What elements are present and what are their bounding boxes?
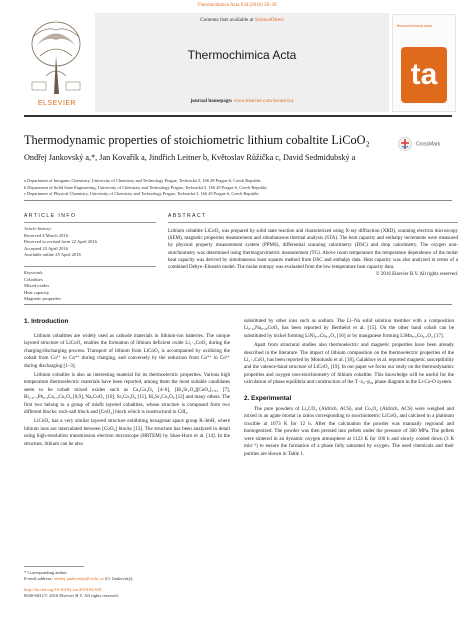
abstract-heading: ABSTRACT xyxy=(168,213,207,219)
abstract-copyright: © 2016 Elsevier B.V. All rights reserved. xyxy=(375,272,458,278)
right-paragraph-1: substituted by other ions such as sodium. The Li–Na solid solution member with a composition Li₀.₄₃Na₀.₃₆CoO₂ has been reported by Berthelot et al. [15]. On the other hand cobalt can be substituted by nickel forming LiNi₀.₇Co₀.₃O₂ [16] or by manganese forming LiMn₀.₅Co₀.₅O₂ [17]. xyxy=(244,318,454,339)
experimental-paragraph: The pure powders of Li₂CO₃ (Aldrich, ACS), and Co₃O₄ (Aldrich, ACS) were weighed and mixed in an agate mortar in ratios corresponding to stoichiometric LiCoO₂ and calcined in a platinum crucible at 1073 K for 12 h. After the calcination the powder was manually reground and homogenized. The powder was then pressed into pellets under the pressure of 300 MPa. The pellets were sintered in an dynamic oxygen atmosphere at 1123 K for 100 h and slowly cooled down (3 K min⁻¹) to ensure the formation of a phase fully saturated by oxygen. The used chemicals and their purities are shown in Table 1. xyxy=(244,406,454,457)
title-rule xyxy=(24,200,452,201)
keywords-rule xyxy=(24,266,156,267)
right-column xyxy=(244,318,454,458)
email-line xyxy=(24,576,324,582)
elsevier-tree-logo-icon xyxy=(26,16,86,96)
contents-line xyxy=(95,17,389,23)
article-info-rule xyxy=(24,222,156,223)
crossmark-badge[interactable] xyxy=(398,135,458,149)
history-label: Article history: xyxy=(24,226,52,231)
corresponding-note: * Corresponding author. xyxy=(24,570,68,575)
article-info-heading: ARTICLE INFO xyxy=(24,213,77,219)
cover-title: thermochimica acta xyxy=(397,23,432,28)
intro-paragraph-2: Lithium cobaltite is also an interesting material for its thermoelectric properties. Various high temperature thermoelectric materials have been reported, among them the most suitable candidates seem to be cobalt mixed oxides such as Ca₃Co₄O₉ [4–6], [Bi₂Sr₂O₄][CoO₂]₁.₈₂ [7], Bi₁.₆₋ₓPb₀.₄Ca₂.₅Co₂O₉ [8,9], NaₓCoO₂ [10], Sr₃Co₄O₉ [11], Bi₂Sr₂Co₂O₉ [12] and many others. The first two belong to a group of misfit layered cobaltites, whose structure is composed from two different blocks: rock-salt block and [CoO₂] block which is isostructural to CdI₂. xyxy=(24,372,230,416)
affiliation-c: c Department of Physical Chemistry, University of Chemistry and Technology Prague, Technická 5, 166 28 Prague 6, Czech Republic xyxy=(24,191,260,196)
keywords xyxy=(24,270,156,303)
section-1-heading: 1. Introduction xyxy=(24,318,69,325)
header-rule xyxy=(24,115,452,117)
keywords-label: Keywords: xyxy=(24,270,44,275)
history-received: Received 4 March 2016 xyxy=(24,232,69,238)
crossmark-label: CrossMark xyxy=(416,141,441,148)
footnote-rule xyxy=(24,566,84,567)
homepage-prefix: journal homepage: xyxy=(190,98,234,104)
author-email-link[interactable]: ondrej.jankovsky@vscht.cz xyxy=(53,576,104,582)
history-accepted: Accepted 23 April 2016 xyxy=(24,245,69,251)
affiliation-a: a Department of Inorganic Chemistry, University of Chemistry and Technology Prague, Technická 5, 166 28 Prague 6, Czech Republic xyxy=(24,178,262,183)
abstract-bottom-rule xyxy=(24,304,452,305)
left-column xyxy=(24,333,230,448)
journal-citation[interactable]: Thermochimica Acta 634 (2016) 26–30 xyxy=(197,3,277,8)
section-2-heading: 2. Experimental xyxy=(244,394,292,402)
intro-paragraph-3: LiCoO₂ has a very similar layered structure exhibiting hexagonal space group R-3mH, where lithium ions are intercalated between [CoO₂] blocks [13]. The structure has been analyzed in detail using high-resolution transmission electron microscope (HRTEM) by Shao-Horn et al. [14]. In the structure, lithium can be also xyxy=(24,418,230,447)
doi-link[interactable]: http://dx.doi.org/10.1016/j.tca.2016.04.018 xyxy=(24,586,102,592)
history-online: Available online 25 April 2016 xyxy=(24,252,81,258)
journal-homepage xyxy=(95,98,389,104)
keyword-1: Cobaltites xyxy=(24,276,43,282)
email-suffix: (O. Jankovský). xyxy=(103,576,134,582)
abstract-text xyxy=(168,228,458,278)
abstract-rule xyxy=(168,222,458,223)
homepage-link[interactable]: www.elsevier.com/locate/tca xyxy=(233,98,294,104)
crossmark-icon xyxy=(398,137,412,151)
journal-cover-image xyxy=(392,14,456,112)
affiliation-b: b Department of Solid State Engineering, University of Chemistry and Technology Prague, Technická 5, 166 28 Prague 6, Czech Republic xyxy=(24,184,268,190)
journal-title: Thermochimica Acta xyxy=(187,48,297,62)
author-list: Ondřej Jankovský a,*, Jan Kovařík a, Jindřich Leitner b, Květoslav Růžička c, David Sedmidubský a xyxy=(24,153,356,162)
keyword-3: Heat capacity xyxy=(24,289,50,295)
keyword-2: Mixed oxides xyxy=(24,283,50,289)
issn-line: 0040-6031/© 2016 Elsevier B.V. All rights reserved. xyxy=(24,593,119,599)
publisher-name: ELSEVIER xyxy=(37,100,77,107)
article-history xyxy=(24,226,156,259)
affiliations xyxy=(24,178,384,198)
intro-paragraph-1: Lithium cobaltites are widely used as cathode materials in lithium-ion batteries. The unique layered structure of LiCoO₂ enables the formation of lithium deficient oxide Li₁₋ₓCoO₂ during the charging/discharging process. Transport of lithium from LiCoO₂ is accompanied by oxidizing the cobalt from Co³⁺ to Co⁴⁺ during charging, and conversely by the reduction from Co⁴⁺ to Co³⁺ during discharging [1–3]. xyxy=(24,333,230,369)
history-revised: Received in revised form 22 April 2016 xyxy=(24,239,97,245)
article-title: Thermodynamic properties of stoichiometric lithium cobaltite LiCoO₂ xyxy=(24,133,370,147)
footer xyxy=(24,570,324,600)
contents-prefix: Contents lists available at xyxy=(200,17,255,23)
sciencedirect-link[interactable]: ScienceDirect xyxy=(254,17,284,23)
right-paragraph-2: Apart from structural studies also thermoelectric and magnetic properties have been already described in the literature. The impact of lithium composition on the thermoelectric properties of the Li₁₋ₓCoO₂ has been reported by Motohashi et al. [18], Galakhov et al. reported magnetic susceptibility and the valence-band structure of LiCoO₂ [19]. In our paper we focus our study on the thermodynamic properties and oxygen non-stoichiometry of lithium cobaltite. This knowledge will be useful for the calculation of phase equilibria and construction of the T–x₀–p₀₂ phase diagram in the Li-Co-O system. xyxy=(244,342,454,386)
keyword-4: Magnetic properties xyxy=(24,296,61,302)
abstract-body: Lithium cobaltite LiCoO₂ was prepared by solid state reaction and characterized using X-ray diffraction (XRD), scanning electron microscopy (SEM), magnetic properties measurement and simultaneous thermal analysis (STA). The heat capacity and enthalpy increments were measured by physical property measurement system (PPMS), differential scanning calorimetry (DSC) and drop calorimetry. The oxygen non-stoichiometry was determined using thermogravimetric measurement (TG). Above room temperature the temperature dependence of the molar heat capacity was derived by simultaneous least squares method from DSC and enthalpy data. Heat capacity was also analyzed in terms of a combined Debye–Einstein model. The molar entropy was evaluated from the low temperature heat capacity data. xyxy=(168,229,458,271)
cover-logo: ta xyxy=(401,47,447,103)
email-prefix: E-mail address: xyxy=(24,576,54,582)
